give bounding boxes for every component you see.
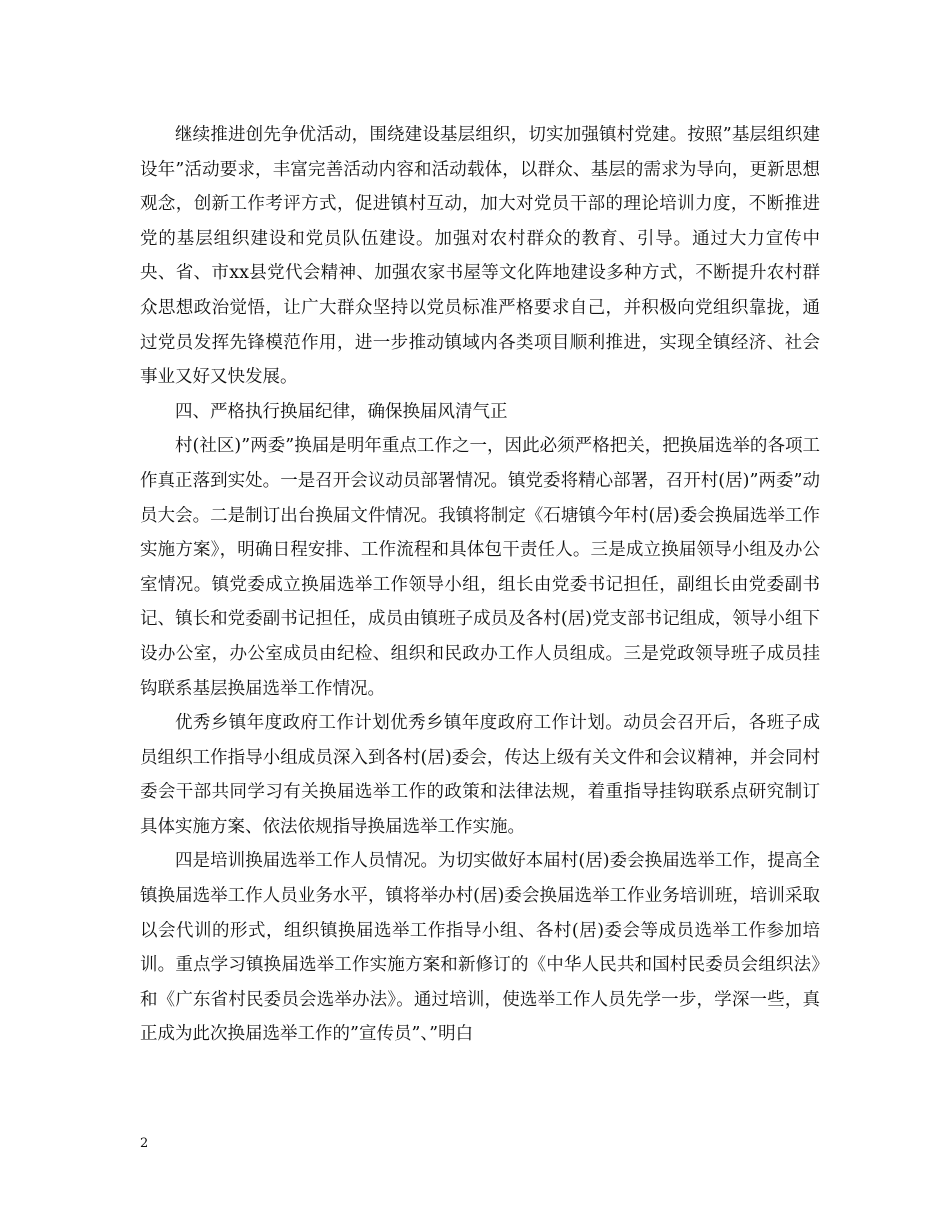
page-number: 2 bbox=[140, 1136, 149, 1151]
paragraph-election-work: 村(社区)”两委”换届是明年重点工作之一，因此必须严格把关，把换届选举的各项工作真正落到实处。一是召开会议动员部署情况。镇党委将精心部署，召开村(居)”两委”动员大会。二是制订出台换届文件情况。我镇将制定《石塘镇今年村(居)委会换届选举工作实施方案》，明确日程安排、工作流程和具体包干责任人。三是成立换届领导小组及办公室情况。镇党委成立换届选举工作领导小组，组长由党委书记担任，副组长由党委副书记、镇长和党委副书记担任，成员由镇班子成员及各村(居)党支部书记组成，领导小组下设办公室，办公室成员由纪检、组织和民政办工作人员组成。三是党政领导班子成员挂钩联系基层换届选举工作情况。 bbox=[140, 436, 820, 699]
paragraph-staff-training: 四是培训换届选举工作人员情况。为切实做好本届村(居)委会换届选举工作，提高全镇换届选举工作人员业务水平，镇将举办村(居)委会换届选举工作业务培训班，培训采取以会代训的形式，组织镇换届选举工作指导小组、各村(居)委会等成员选举工作参加培训。重点学习镇换届选举工作实施方案和新修订的《中华人民共和国村民委员会组织法》和《广东省村民委员会选举办法》。通过培训，使选举工作人员先学一步，学深一些，真正成为此次换届选举工作的”宣传员”、”明白 bbox=[140, 851, 820, 1045]
document-body bbox=[140, 118, 820, 1052]
section-heading-election-discipline: 四、严格执行换届纪律，确保换届风清气正 bbox=[175, 401, 508, 422]
paragraph-party-building: 继续推进创先争优活动，围绕建设基层组织，切实加强镇村党建。按照”基层组织建设年”活动要求，丰富完善活动内容和活动载体，以群众、基层的需求为导向，更新思想观念，创新工作考评方式，促进镇村互动，加大对党员干部的理论培训力度，不断推进党的基层组织建设和党员队伍建设。加强对农村群众的教育、引导。通过大力宣传中央、省、市xx县党代会精神、加强农家书屋等文化阵地建设多种方式，不断提升农村群众思想政治觉悟，让广大群众坚持以党员标准严格要求自己，并积极向党组织靠拢，通过党员发挥先锋模范作用，进一步推动镇域内各类项目顺利推进，实现全镇经济、社会事业又好又快发展。 bbox=[140, 125, 820, 388]
paragraph-mobilization: 优秀乡镇年度政府工作计划优秀乡镇年度政府工作计划。动员会召开后，各班子成员组织工作指导小组成员深入到各村(居)委会，传达上级有关文件和会议精神，并会同村委会干部共同学习有关换届选举工作的政策和法律法规，着重指导挂钩联系点研究制订具体实施方案、依法依规指导换届选举工作实施。 bbox=[140, 713, 820, 837]
